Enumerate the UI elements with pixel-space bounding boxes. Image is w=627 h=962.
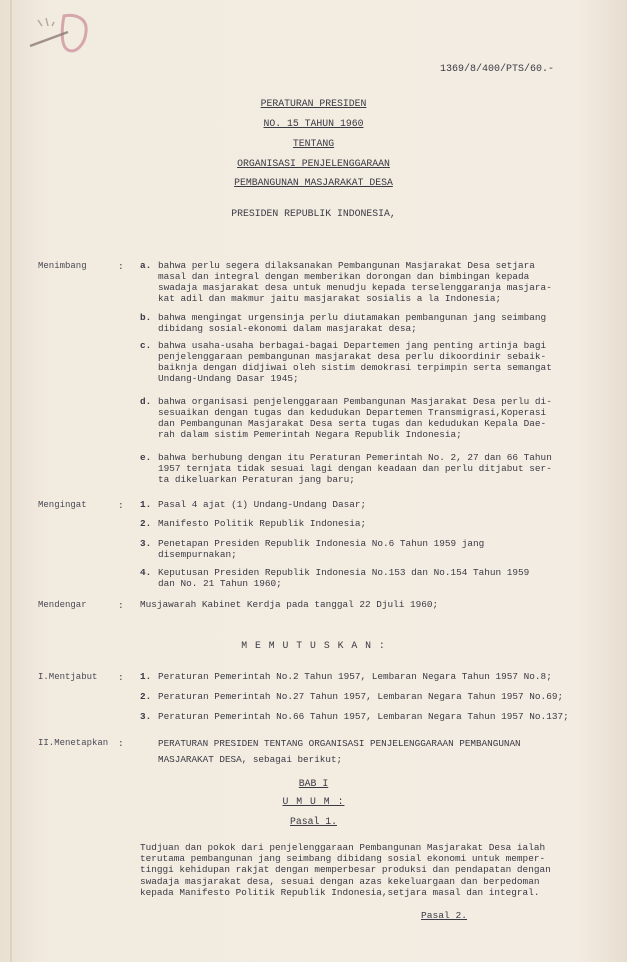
item-text: Pasal 4 ajat (1) Undang-Undang Dasar; xyxy=(158,499,367,510)
mentjabut-item-1 xyxy=(140,671,620,682)
item-text: bahwa berhubung dengan itu Peraturan Pemerintah No. 2, 27 dan 66 Tahun 1957 ternjata tidak sesuai lagi dengan keadaan dan perlu ditjabut ser- ta dikeluarkan Peraturan jang baru; xyxy=(158,452,552,485)
menimbang-item-d xyxy=(140,396,600,440)
item-marker: 3. xyxy=(140,711,152,722)
mengingat-item-1 xyxy=(140,499,600,510)
item-text: bahwa mengingat urgensinja perlu diutamakan pembangunan jang seimbang dibidang sosial-ekonomi dalam masjarakat desa; xyxy=(158,312,547,334)
item-text: Keputusan Presiden Republik Indonesia No.153 dan No.154 Tahun 1959 dan No. 21 Tahun 1960; xyxy=(158,567,530,589)
umum-heading: U M U M : xyxy=(282,796,345,807)
mengingat-item-2 xyxy=(140,518,600,529)
item-marker: 4. xyxy=(140,567,152,578)
item-text: Manifesto Politik Republik Indonesia; xyxy=(158,518,367,529)
item-text: bahwa organisasi penjelenggaraan Pembangunan Masjarakat Desa perlu di- sesuaikan dengan tugas dan kedudukan Departemen Transmigrasi,Koperasi dan Pembangunan Masjarakat Desa serta tugas dan kedudukan Kepala Dae- rah dalam sistim Pemerintah Negara Republik Indonesia; xyxy=(158,396,552,440)
title-line-4: ORGANISASI PENJELENGGARAAN xyxy=(237,158,390,169)
menimbang-item-b xyxy=(140,312,600,334)
pasal-1-heading: Pasal 1. xyxy=(289,816,338,827)
item-marker: 3. xyxy=(140,538,152,549)
mendengar-label: Mendengar xyxy=(38,600,87,610)
item-marker: b. xyxy=(140,312,152,323)
menetapkan-line-2: MASJARAKAT DESA, sebagai berikut; xyxy=(158,754,343,765)
item-text: Peraturan Pemerintah No.27 Tahun 1957, Lembaran Negara Tahun 1957 No.69; xyxy=(158,691,564,702)
title-line-3: TENTANG xyxy=(292,138,335,149)
pasal-2-heading: Pasal 2. xyxy=(421,910,468,921)
item-text: Peraturan Pemerintah No.2 Tahun 1957, Lembaran Negara Tahun 1957 No.8; xyxy=(158,671,552,682)
memutuskan-heading: M E M U T U S K A N : xyxy=(241,640,386,651)
mengingat-label: Mengingat xyxy=(38,500,87,510)
item-text: bahwa perlu segera dilaksanakan Pembangunan Masjarakat Desa setjara masal dan integral dengan memberikan dorongan dan bimbingan kepada swadaja masjarakat desa untuk menudju kepada terselenggaranja masjara- kat adil dan makmur jaitu masjarakat sosialis a la Indonesia; xyxy=(158,260,552,304)
title-line-1: PERATURAN PRESIDEN xyxy=(260,98,367,109)
item-marker: c. xyxy=(140,340,152,351)
item-marker: 1. xyxy=(140,499,152,510)
mentjabut-label: I.Mentjabut xyxy=(38,672,98,682)
mengingat-item-3 xyxy=(140,538,600,560)
menimbang-item-a xyxy=(140,260,600,304)
item-marker: a. xyxy=(140,260,152,271)
mentjabut-colon: : xyxy=(118,672,124,683)
menetapkan-colon: : xyxy=(118,738,124,749)
item-marker: 2. xyxy=(140,518,152,529)
menimbang-colon: : xyxy=(118,261,124,272)
menetapkan-label: II.Menetapkan xyxy=(38,738,109,748)
reference-number: 1369/8/400/PTS/60.- xyxy=(440,64,555,75)
mengingat-item-4 xyxy=(140,567,600,589)
item-marker: 2. xyxy=(140,691,152,702)
bab-heading: BAB I xyxy=(298,778,329,789)
item-marker: d. xyxy=(140,396,152,407)
mentjabut-item-2 xyxy=(140,691,620,702)
item-marker: 1. xyxy=(140,671,152,682)
menimbang-label: Menimbang xyxy=(38,261,87,271)
title-line-5: PEMBANGUNAN MASJARAKAT DESA xyxy=(234,177,393,188)
menimbang-item-e xyxy=(140,452,600,485)
menimbang-item-c xyxy=(140,340,600,384)
item-text: Penetapan Presiden Republik Indonesia No.6 Tahun 1959 jang disempurnakan; xyxy=(158,538,485,560)
mendengar-text: Musjawarah Kabinet Kerdja pada tanggal 22 Djuli 1960; xyxy=(140,599,439,610)
pasal-1-text: Tudjuan dan pokok dari penjelenggaraan Pembangunan Masjarakat Desa ialah terutama pembangunan jang seimbang dibidang sosial ekonomi untuk memper- tinggi kehidupan rakjat dengan memperbesar produksi dan pendapatan dengan swadaja masjarakat desa, sesuai dengan azas kekeluargaan dan berpedoman kepada Manifesto Politik Republik Indonesia,setjara masal dan integral. xyxy=(140,842,551,898)
mentjabut-item-3 xyxy=(140,711,620,722)
ink-stamp-mark xyxy=(28,10,108,56)
item-text: bahwa usaha-usaha berbagai-bagai Departemen jang penting artinja bagi penjelenggaraan pembangunan masjarakat desa perlu dikoordinir sebaik- baiknja dengan didjiwai oleh sistim demokrasi terpimpin serta semangat Undang-Undang Dasar 1945; xyxy=(158,340,552,384)
mendengar-colon: : xyxy=(118,600,124,611)
mengingat-colon: : xyxy=(118,500,124,511)
issuer-line: PRESIDEN REPUBLIK INDONESIA, xyxy=(231,208,396,219)
title-line-2: NO. 15 TAHUN 1960 xyxy=(263,118,364,129)
menetapkan-line-1: PERATURAN PRESIDEN TENTANG ORGANISASI PENJELENGGARAAN PEMBANGUNAN xyxy=(158,738,521,749)
item-marker: e. xyxy=(140,452,152,463)
item-text: Peraturan Pemerintah No.66 Tahun 1957, Lembaran Negara Tahun 1957 No.137; xyxy=(158,711,569,722)
